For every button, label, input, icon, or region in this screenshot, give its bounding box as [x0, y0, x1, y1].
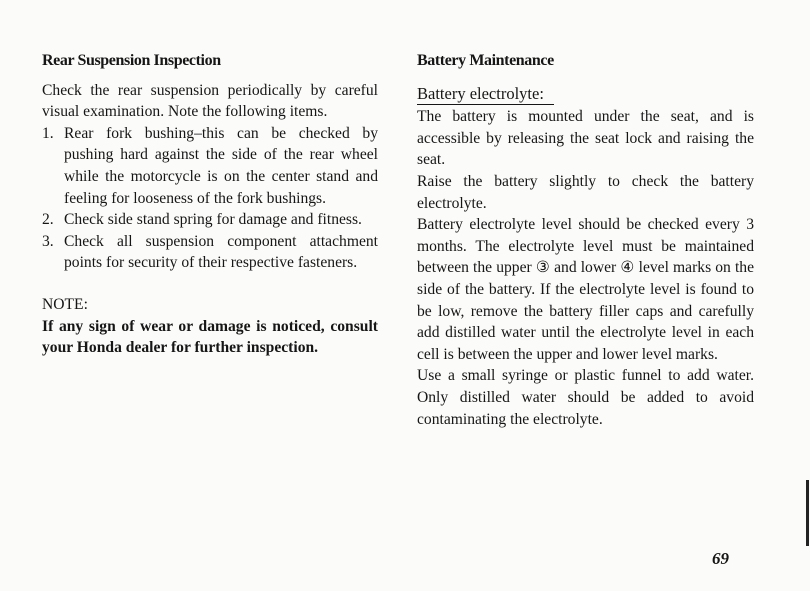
page-number: 69 — [712, 549, 729, 568]
note-text: If any sign of wear or damage is noticed, consult your Honda dealer for further inspection. — [42, 317, 378, 357]
battery-maintenance-heading: Battery Maintenance — [417, 52, 554, 69]
battery-paragraph: Raise the battery slightly to check the battery electrolyte. — [417, 172, 754, 212]
right-column — [417, 50, 754, 430]
battery-paragraph: Use a small syringe or plastic funnel to add water. Only distilled water should be added to avoid contaminating the electrolyte. — [417, 367, 754, 428]
page-edge-mark — [806, 480, 809, 546]
list-item-number: 1. — [42, 124, 54, 142]
inspection-list — [42, 123, 378, 274]
list-item-text: Rear fork bushing–this can be checked by pushing hard against the side of the rear wheel while the motorcycle is on the center stand and feeling for looseness of the fork bushings. — [64, 124, 378, 207]
list-item-number: 3. — [42, 232, 54, 250]
battery-paragraph: Battery electrolyte level should be checked every 3 months. The electrolyte level must be maintained between the upper ③ and lower ④ level marks on the side of the battery. If the electrolyte level is found to be low, remove the battery filler caps and carefully add distilled water until the electrolyte level in each cell is between the upper and lower level marks. — [417, 216, 754, 363]
list-item — [42, 123, 378, 209]
list-item-number: 2. — [42, 211, 54, 229]
rear-suspension-heading: Rear Suspension Inspection — [42, 52, 221, 69]
battery-electrolyte-subheading: Battery electrolyte: — [417, 83, 554, 106]
list-item-text: Check side stand spring for damage and fitness. — [64, 211, 362, 229]
list-item-text: Check all suspension component attachment points for security of their respective fasteners. — [64, 232, 378, 272]
list-item — [42, 231, 378, 274]
rear-suspension-intro: Check the rear suspension periodically by careful visual examination. Note the following items. — [42, 81, 378, 121]
battery-paragraph: The battery is mounted under the seat, and is accessible by releasing the seat lock and raising the seat. — [417, 108, 754, 169]
note-label: NOTE: — [42, 295, 88, 313]
left-column — [42, 50, 378, 359]
list-item — [42, 209, 378, 231]
